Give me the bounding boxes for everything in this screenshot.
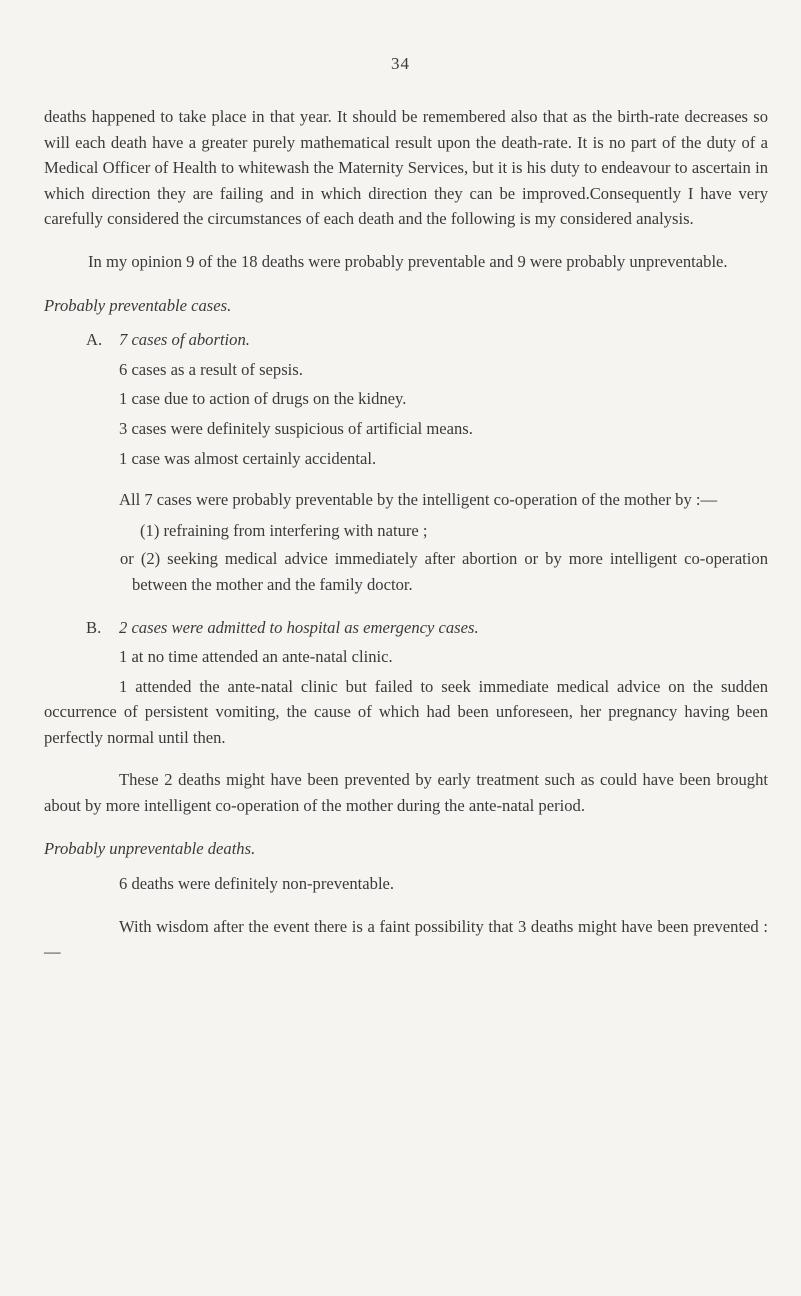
subheading-b	[86, 615, 768, 641]
b-item-1: 1 at no time attended an ante-natal clinic.	[119, 647, 393, 667]
a-option-1: (1) refraining from interfering with nature ;	[140, 520, 428, 540]
subheading-b-title: 2 cases were admitted to hospital as emergency cases.	[119, 617, 479, 637]
subheading-a-letter: A.	[86, 330, 103, 350]
subheading-a-title: 7 cases of abortion.	[119, 330, 250, 350]
a-item-1: 6 cases as a result of sepsis.	[119, 359, 303, 379]
heading-unpreventable: Probably unpreventable deaths.	[44, 838, 256, 858]
unpreventable-item-1: 6 deaths were definitely non-preventable.	[119, 874, 395, 894]
paragraph-opinion: In my opinion 9 of the 18 deaths were probably preventable and 9 were probably unpreventable.	[88, 251, 728, 271]
subheading-a	[86, 327, 768, 353]
page-number: 34	[391, 54, 410, 73]
unpreventable-summary: With wisdom after the event there is a faint possibility that 3 deaths might have been prevented :—	[44, 916, 768, 962]
b-item-2: 1 attended the ante-natal clinic but failed to seek immediate medical advice on the sudden occurrence of persistent vomiting, the cause of which had been unforeseen, her pregnancy having been perfectly normal until then.	[44, 676, 768, 747]
a-option-2: or (2) seeking medical advice immediately after abortion or by more intelligent co-operation between the mother and the family doctor.	[120, 549, 768, 594]
b-summary: These 2 deaths might have been prevented by early treatment such as could have been brought about by more intelligent co-operation of the mother during the ante-natal period.	[44, 770, 768, 816]
page-body	[44, 104, 768, 965]
a-summary-intro: All 7 cases were probably preventable by the intelligent co-operation of the mother by :—	[119, 490, 718, 510]
heading-preventable: Probably preventable cases.	[44, 295, 232, 315]
subheading-b-letter: B.	[86, 617, 102, 637]
a-item-2: 1 case due to action of drugs on the kidney.	[119, 389, 407, 409]
a-item-3: 3 cases were definitely suspicious of artificial means.	[119, 418, 473, 438]
paragraph-intro: deaths happened to take place in that year. It should be remembered also that as the birth-rate decreases so will each death have a greater purely mathematical result upon the death-rate. It is no part of the duty of a Medical Officer of Health to whitewash the Maternity Services, but it is his duty to endeavour to ascertain in which direction they are failing and in which direction they can be improved.Consequently I have very carefully considered the circumstances of each death and the following is my considered analysis.	[44, 107, 768, 229]
a-item-4: 1 case was almost certainly accidental.	[119, 448, 377, 468]
